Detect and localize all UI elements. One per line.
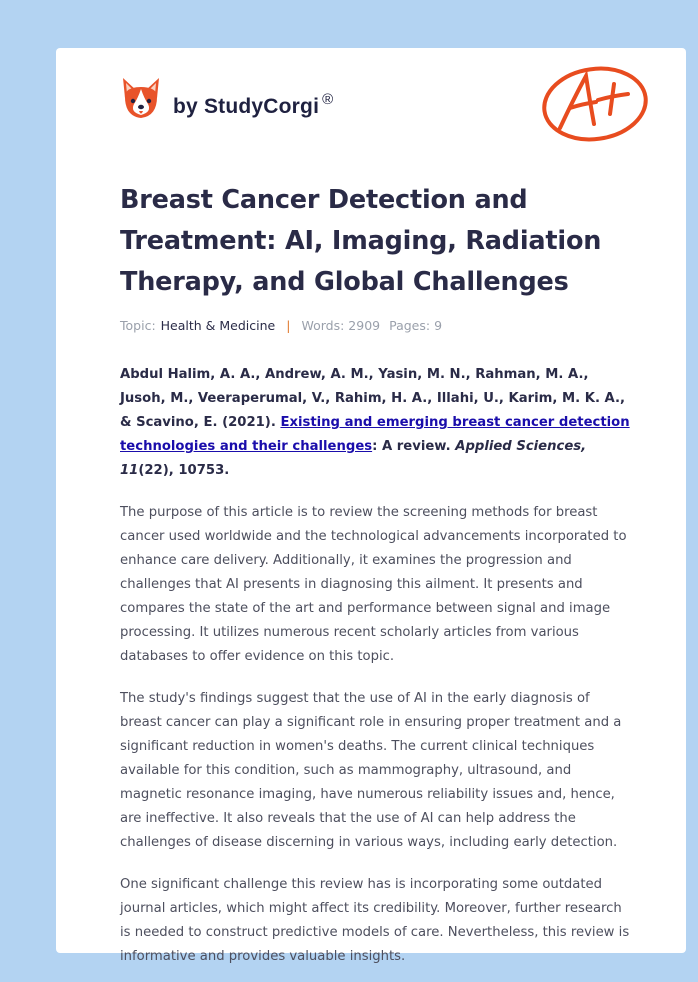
- word-count: Words: 2909: [301, 318, 381, 333]
- body-paragraph-1: The purpose of this article is to review the screening methods for breast cancer used worldwide and the technological advancements incorporated to enhance care delivery. Additionally, it examines the progression and challenges that AI presents in diagnosing this ailment. It presents and compares the state of the art and performance between signal and image processing. It utilizes numerous recent scholarly articles from various databases to offer evidence on this topic.: [120, 505, 627, 664]
- body-paragraph-3: One significant challenge this review has is incorporating some outdated journal articles, which might affect its credibility. Moreover, further research is needed to construct predictive models of care. Nevertheless, this review is informative and provides valuable insights.: [120, 877, 630, 964]
- document-title: Breast Cancer Detection and Treatment: AI, Imaging, Radiation Therapy, and Global Challenges: [120, 185, 602, 297]
- grade-text: A+: [538, 62, 540, 63]
- document-meta: [120, 318, 632, 333]
- citation-article-link[interactable]: Existing and emerging breast cancer detection technologies and their challenges: [120, 415, 630, 454]
- page-count: Pages: 9: [389, 318, 443, 333]
- a-plus-grade-badge: [538, 62, 650, 144]
- brand-name: [173, 91, 333, 119]
- brand-text: by StudyCorgi: [173, 95, 320, 118]
- corgi-logo-icon: [120, 76, 162, 122]
- document-page: [56, 48, 686, 964]
- registered-mark: ®: [322, 91, 334, 108]
- document-content: [120, 180, 632, 982]
- citation-journal: Applied Sciences, 11: [120, 439, 587, 478]
- topic-label: Topic:: [120, 318, 156, 333]
- header: [120, 62, 646, 140]
- citation-authors: Abdul Halim, A. A., Andrew, A. M., Yasin, M. N., Rahman, M. A., Jusoh, M., Veeraperumal, V., Rahim, H. A., Illahi, U., Karim, M. K. A., & Scavino, E. (2021).: [120, 367, 626, 430]
- body-paragraph-2: The study's findings suggest that the use of AI in the early diagnosis of breast cancer can play a significant role in ensuring proper treatment and a significant reduction in women's deaths. The current clinical techniques available for this condition, such as mammography, ultrasound, and magnetic resonance imaging, have numerous reliability issues and, hence, are ineffective. It also reveals that the use of AI can help address the challenges of disease discerning in various ways, including early detection.: [120, 691, 622, 850]
- topic-link[interactable]: Health & Medicine: [160, 318, 276, 333]
- citation-issue: (22), 10753.: [138, 463, 230, 478]
- studycorgi-logo[interactable]: [120, 76, 333, 122]
- meta-separator: |: [286, 318, 291, 333]
- citation-subtitle: : A review.: [372, 439, 451, 454]
- reference-citation: [120, 363, 632, 483]
